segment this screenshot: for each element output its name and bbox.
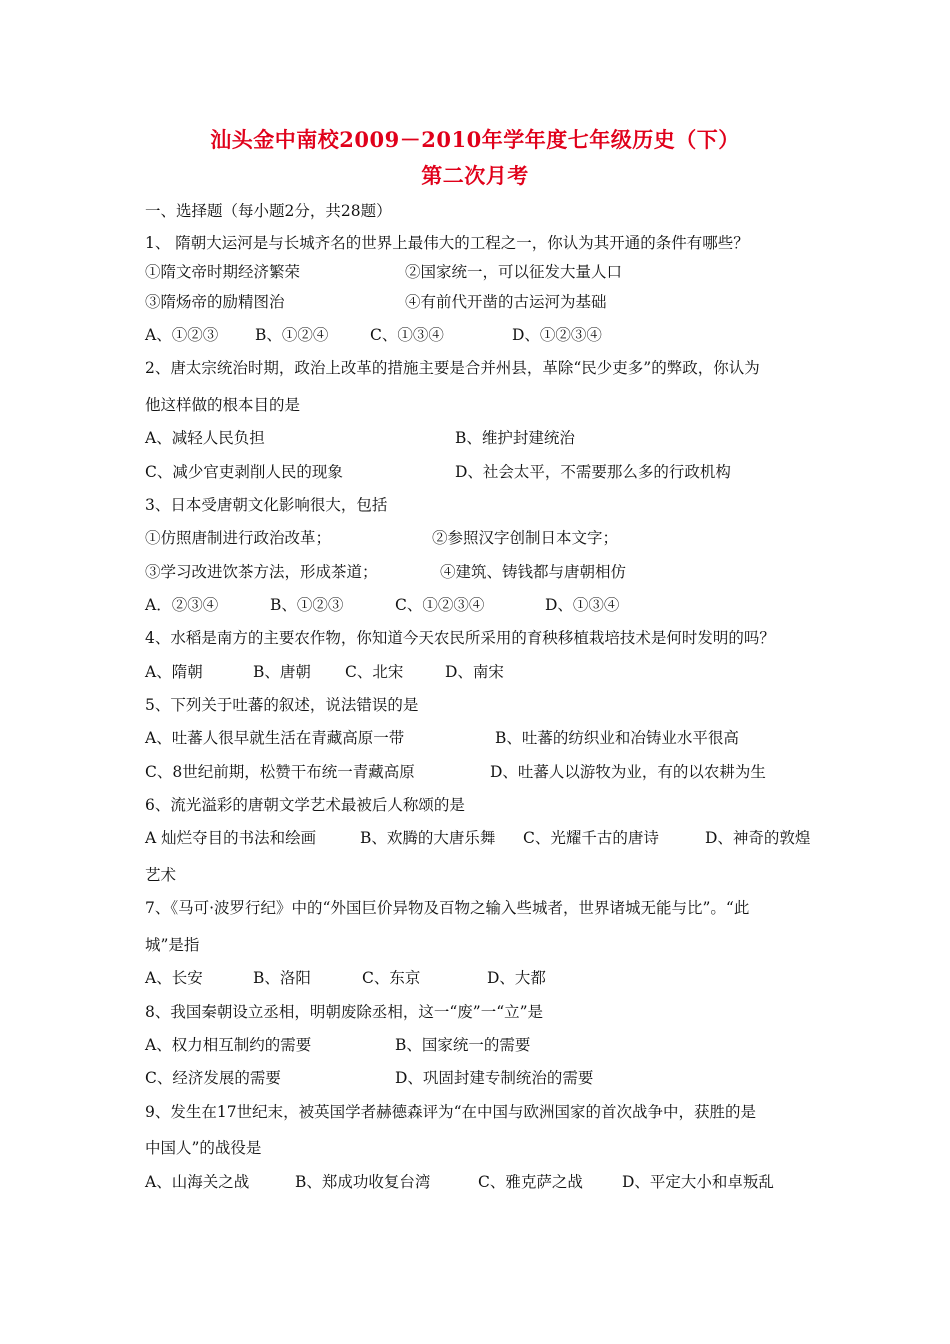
q3-option-c: C、①②③④ (395, 596, 485, 614)
question-8-stem: 8、我国秦朝设立丞相，明朝废除丞相，这一“废”一“立”是 (145, 1003, 544, 1021)
question-7-stem: 7、《马可·波罗行纪》中的“外国巨价异物及百物之输入些城者，世界诸城无能与比”。“此 (145, 899, 750, 917)
q9-option-b: B、郑成功收复台湾 (295, 1173, 431, 1191)
q3-statement-2: ②参照汉字创制日本文字； (432, 529, 619, 547)
q7-option-c: C、东京 (362, 969, 421, 987)
q6-option-c: C、光耀千古的唐诗 (523, 829, 659, 847)
q4-option-d: D、南宋 (445, 663, 504, 681)
q6-option-d-cont: 艺术 (145, 866, 177, 884)
q9-option-a: A、山海关之战 (145, 1173, 250, 1191)
q5-option-d: D、吐蕃人以游牧为业，有的以农耕为生 (490, 763, 766, 781)
q2-option-c: C、减少官吏剥削人民的现象 (145, 463, 343, 481)
q7-option-d: D、大都 (487, 969, 546, 987)
q5-option-b: B、吐蕃的纺织业和冶铸业水平很高 (495, 729, 739, 747)
q9-option-c: C、雅克萨之战 (478, 1173, 583, 1191)
q8-option-c: C、经济发展的需要 (145, 1069, 281, 1087)
q1-option-c: C、①③④ (370, 326, 444, 344)
question-6-stem: 6、流光溢彩的唐朝文学艺术最被后人称颂的是 (145, 796, 465, 814)
q1-statement-3: ③隋炀帝的励精图治 (145, 293, 285, 311)
question-2-stem-cont: 他这样做的根本目的是 (145, 396, 301, 414)
q3-option-b: B、①②③ (270, 596, 344, 614)
q4-option-b: B、唐朝 (253, 663, 311, 681)
q9-option-d: D、平定大小和卓叛乱 (622, 1173, 774, 1191)
q7-option-b: B、洛阳 (253, 969, 311, 987)
exam-subtitle: 第二次月考 (421, 163, 529, 188)
question-9-stem-cont: 中国人”的战役是 (145, 1139, 262, 1157)
section-heading: 一、选择题（每小题2分，共28题） (145, 202, 392, 220)
q3-statement-1: ①仿照唐制进行政治改革； (145, 529, 332, 547)
question-5-stem: 5、下列关于吐蕃的叙述，说法错误的是 (145, 696, 419, 714)
question-1-stem: 1、 隋朝大运河是与长城齐名的世界上最伟大的工程之一，你认为其开通的条件有哪些？ (145, 234, 749, 252)
q6-option-d: D、神奇的敦煌 (705, 829, 811, 847)
q3-option-d: D、①③④ (545, 596, 620, 614)
exam-title: 汕头金中南校2009－2010年学年度七年级历史（下） (210, 127, 740, 152)
q8-option-a: A、权力相互制约的需要 (145, 1036, 312, 1054)
q1-statement-1: ①隋文帝时期经济繁荣 (145, 263, 301, 281)
q5-option-a: A、吐蕃人很早就生活在青藏高原一带 (145, 729, 405, 747)
q3-statement-3: ③学习改进饮茶方法，形成茶道； (145, 563, 378, 581)
q3-statement-4: ④建筑、铸钱都与唐朝相仿 (440, 563, 627, 581)
q4-option-a: A、隋朝 (145, 663, 203, 681)
q3-option-a: A．②③④ (145, 596, 219, 614)
q1-option-b: B、①②④ (255, 326, 329, 344)
q1-statement-2: ②国家统一，可以征发大量人口 (405, 263, 623, 281)
q8-option-d: D、巩固封建专制统治的需要 (395, 1069, 594, 1087)
q5-option-c: C、8世纪前期，松赞干布统一青藏高原 (145, 763, 415, 781)
q1-option-a: A、①②③ (145, 326, 219, 344)
q6-option-b: B、欢腾的大唐乐舞 (360, 829, 496, 847)
question-3-stem: 3、日本受唐朝文化影响很大，包括 (145, 496, 388, 514)
question-4-stem: 4、水稻是南方的主要农作物，你知道今天农民所采用的育秧移植栽培技术是何时发明的吗？ (145, 629, 775, 647)
question-2-stem: 2、唐太宗统治时期，政治上改革的措施主要是合并州县，革除“民少吏多”的弊政，你认为 (145, 359, 760, 377)
q1-option-d: D、①②③④ (512, 326, 602, 344)
question-7-stem-cont: 城”是指 (145, 936, 200, 954)
q6-option-a: A 灿烂夺目的书法和绘画 (145, 829, 317, 847)
q7-option-a: A、长安 (145, 969, 203, 987)
q4-option-c: C、北宋 (345, 663, 404, 681)
q1-statement-4: ④有前代开凿的古运河为基础 (405, 293, 607, 311)
q2-option-d: D、社会太平，不需要那么多的行政机构 (455, 463, 731, 481)
q2-option-a: A、减轻人民负担 (145, 429, 265, 447)
question-9-stem: 9、发生在17世纪末，被英国学者赫德森评为“在中国与欧洲国家的首次战争中，获胜的是 (145, 1103, 757, 1121)
q2-option-b: B、维护封建统治 (455, 429, 575, 447)
q8-option-b: B、国家统一的需要 (395, 1036, 531, 1054)
